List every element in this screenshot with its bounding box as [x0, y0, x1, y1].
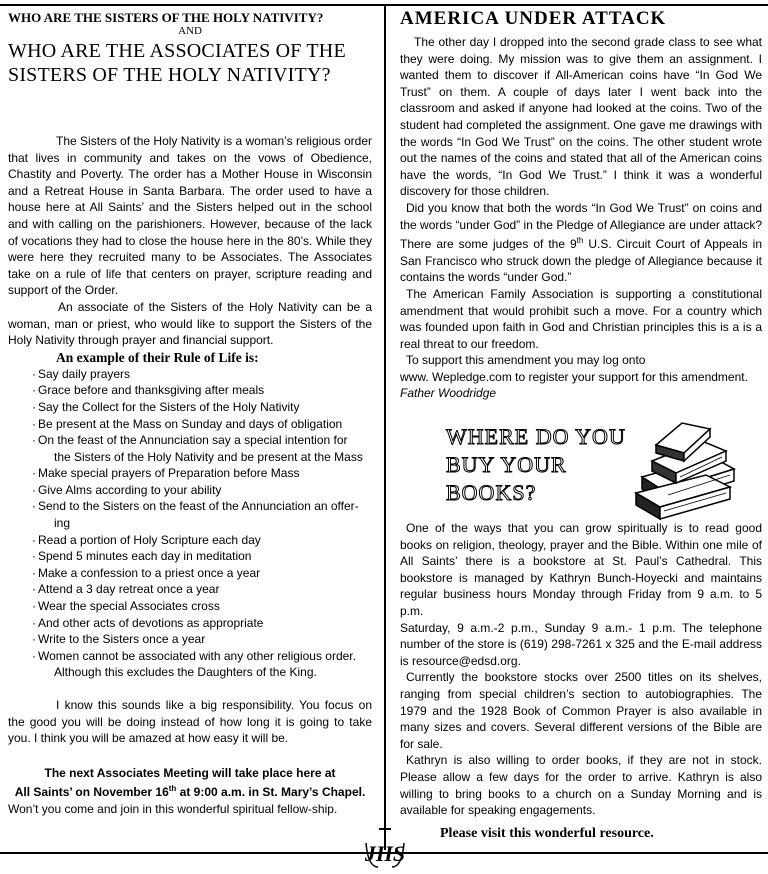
- rule-item: [8, 648, 372, 681]
- rule-text: And other acts of devotions as appropriate: [38, 615, 264, 630]
- small-heading: WHO ARE THE SISTERS OF THE HOLY NATIVITY?: [8, 10, 324, 25]
- america-article: [400, 34, 762, 402]
- rule-item: [8, 532, 372, 549]
- column-divider: [384, 4, 386, 850]
- rule-text: Say daily prayers: [38, 366, 131, 381]
- rule-text: Make special prayers of Preparation before Mass: [38, 466, 300, 481]
- meeting-time-text: at 9:00 a.m. in St. Mary’s Chapel.: [176, 785, 366, 800]
- america-heading: AMERICA UNDER ATTACK: [400, 8, 667, 29]
- rule-item: [8, 615, 372, 632]
- meeting-sup: th: [168, 784, 177, 794]
- rule-text: Send to the Sisters on the feast of the Annunciation an offer-: [38, 499, 359, 514]
- rule-continuation: the Sisters of the Holy Nativity and be present at the Mass: [54, 449, 363, 464]
- rule-continuation: Although this excludes the Daughters of the King.: [54, 665, 317, 680]
- america-para-4a: To support this amendment you may log onto: [406, 353, 646, 368]
- rule-item: [8, 565, 372, 582]
- ihs-monogram-icon: [358, 823, 412, 871]
- america-para-1: The other day I dropped into the second grade class to see what they were doing. My mission was to give them an assignment. I wanted them to discover if All-American coins have “In God We Trust” on them. A couple of days later I went back into the classroom and asked if anyone had looked at the coins. Two of the student had completed the assignment. One gave me drawings with the words “In God We Trust” on the coins. The other student wrote out the names of the coins and stated that all of the American coins have the words, “In God We Trust.” I think it was a wonderful discovery for those children.: [400, 35, 762, 199]
- rule-text: On the feast of the Annunciation say a special intention for: [38, 433, 348, 448]
- rule-item: [8, 482, 372, 499]
- signature: Father Woodridge: [400, 386, 497, 401]
- rule-text: Attend a 3 day retreat once a year: [38, 582, 220, 597]
- rule-item: [8, 465, 372, 482]
- books-banner: [394, 417, 764, 527]
- meeting-date-text: All Saints’ on November 16: [14, 785, 169, 800]
- rule-continuation: ing: [54, 516, 71, 531]
- books-para-2: Saturday, 9 a.m.-2 p.m., Sunday 9 a.m.- 1 p.m. The telephone number of the store is (619) 298-7261 x 325 and the E-mail address is resource@edsd.org.: [400, 620, 762, 668]
- books-para-3: Currently the bookstore stocks over 2500 titles on its shelves, ranging from special children’s section to autobiographies. The 1979 and the 1928 Book of Common Prayer is also available in many sizes and covers. Several different versions of the Bible are for sale.: [400, 670, 762, 751]
- america-para-4b: www. Wepledge.com to register your support for this amendment.: [400, 369, 748, 384]
- rule-item: [8, 631, 372, 648]
- large-heading: WHO ARE THE ASSOCIATES OF THE SISTERS OF THE HOLY NATIVITY?: [8, 40, 346, 86]
- closing-para: [8, 697, 372, 747]
- rule-text: Make a confession to a priest once a year: [38, 565, 261, 580]
- rule-item: [8, 366, 372, 383]
- rule-item: [8, 382, 372, 399]
- rule-item: [8, 581, 372, 598]
- visit-note: Please visit this wonderful resource.: [440, 826, 654, 841]
- meeting-line-3: Won’t you come and join in this wonderful spiritual fellow-ship.: [8, 801, 338, 816]
- books-title-line-2: BUY YOUR: [446, 452, 567, 477]
- rule-text: Women cannot be associated with any other religious order.: [38, 648, 356, 663]
- right-column: [400, 8, 762, 402]
- rule-text: Spend 5 minutes each day in meditation: [38, 549, 252, 564]
- rule-item: [8, 399, 372, 416]
- meeting-notice: [8, 765, 372, 818]
- america-para-3: The American Family Association is supporting a constitutional amendment that would prohibit such a move. For a country which was founded upon faith in God and Christian principles this is a is a real threat to our freedom.: [400, 286, 762, 351]
- books-title-line-1: WHERE DO YOU: [446, 424, 626, 449]
- books-text: [400, 520, 762, 819]
- america-para-2: [400, 200, 762, 286]
- and-heading: AND: [178, 25, 202, 37]
- books-title: [446, 423, 646, 507]
- rule-of-life-list: [8, 366, 372, 681]
- rule-item: [8, 598, 372, 615]
- rule-text: Read a portion of Holy Scripture each day: [38, 532, 261, 547]
- para2-text-b: U.S. Circuit Court of Appeals in San Francisco who struck down the pledge of Allegiance because it contains the words “under God.”: [400, 237, 762, 285]
- books-para-1: One of the ways that you can grow spiritually is to read good books on religion, theology, prayer and the Bible. Within one mile of All Saints’ there is a bookstore at St. Paul’s Cathedral. This bookstore is managed by Kathryn Bunch-Hoyecki and maintains regular business hours Monday through Friday from 9 a.m. to 5 p.m.: [400, 521, 762, 618]
- left-column: [8, 10, 372, 818]
- rule-text: Wear the special Associates cross: [38, 599, 220, 614]
- ihs-text: JHS: [364, 841, 406, 866]
- para2-sup: th: [576, 236, 584, 246]
- books-article: [400, 520, 762, 819]
- books-para-4: Kathryn is also willing to order books, if they are not in stock. Please allow a few days for the order to arrive. Kathryn is also willing to bring books to a church on a Sunday Morning and is available for speaking engagements.: [400, 753, 762, 818]
- rule-text: Write to the Sisters once a year: [38, 632, 206, 647]
- rule-heading: An example of their Rule of Life is:: [56, 349, 259, 365]
- para2-text-a: Did you know that both the words “In God We Trust” on coins and the words “under God” in the Pledge of Allegiance are under attack? There are some judges of the 9: [400, 200, 762, 252]
- rule-item: [8, 498, 372, 531]
- books-title-line-3: BOOKS?: [446, 480, 537, 505]
- rule-item: [8, 548, 372, 565]
- rule-item: [8, 432, 372, 465]
- rule-text: Be present at the Mass on Sunday and days of obligation: [38, 416, 343, 431]
- meeting-line-2: [8, 781, 372, 801]
- rule-text: Say the Collect for the Sisters of the Holy Nativity: [38, 399, 300, 414]
- sisters-intro: [8, 133, 372, 349]
- rule-text: Grace before and thanksgiving after meals: [38, 383, 265, 398]
- rule-text: Give Alms according to your ability: [38, 482, 222, 497]
- para-3: I know this sounds like a big responsibility. You focus on the good you will be doing instead of how long it is going to take you. I think you will be amazed at how easy it will be.: [8, 698, 372, 746]
- meeting-line-1: The next Associates Meeting will take place here at: [44, 765, 336, 780]
- stack-of-books-icon: [622, 417, 742, 525]
- para-2: An associate of the Sisters of the Holy Nativity can be a woman, man or priest, who would like to support the Sisters of the Holy Nativity through prayer and financial support.: [8, 299, 372, 348]
- rule-item: [8, 416, 372, 433]
- para-1: The Sisters of the Holy Nativity is a woman’s religious order that lives in community and takes on the vows of Obedience, Chastity and Poverty. The order has a Mother House in Wisconsin and a Retreat House in Santa Barbara. The order used to have a house here at All Saints’ and the Sisters helped out in the school and with calling on the parishioners. However, because of the lack of vocations they had to close the house here in the 80’s. While they were here they recruited many to be Associates. The Associates take on a rule of life that centers on prayer, scripture reading and support of the Order.: [8, 134, 372, 298]
